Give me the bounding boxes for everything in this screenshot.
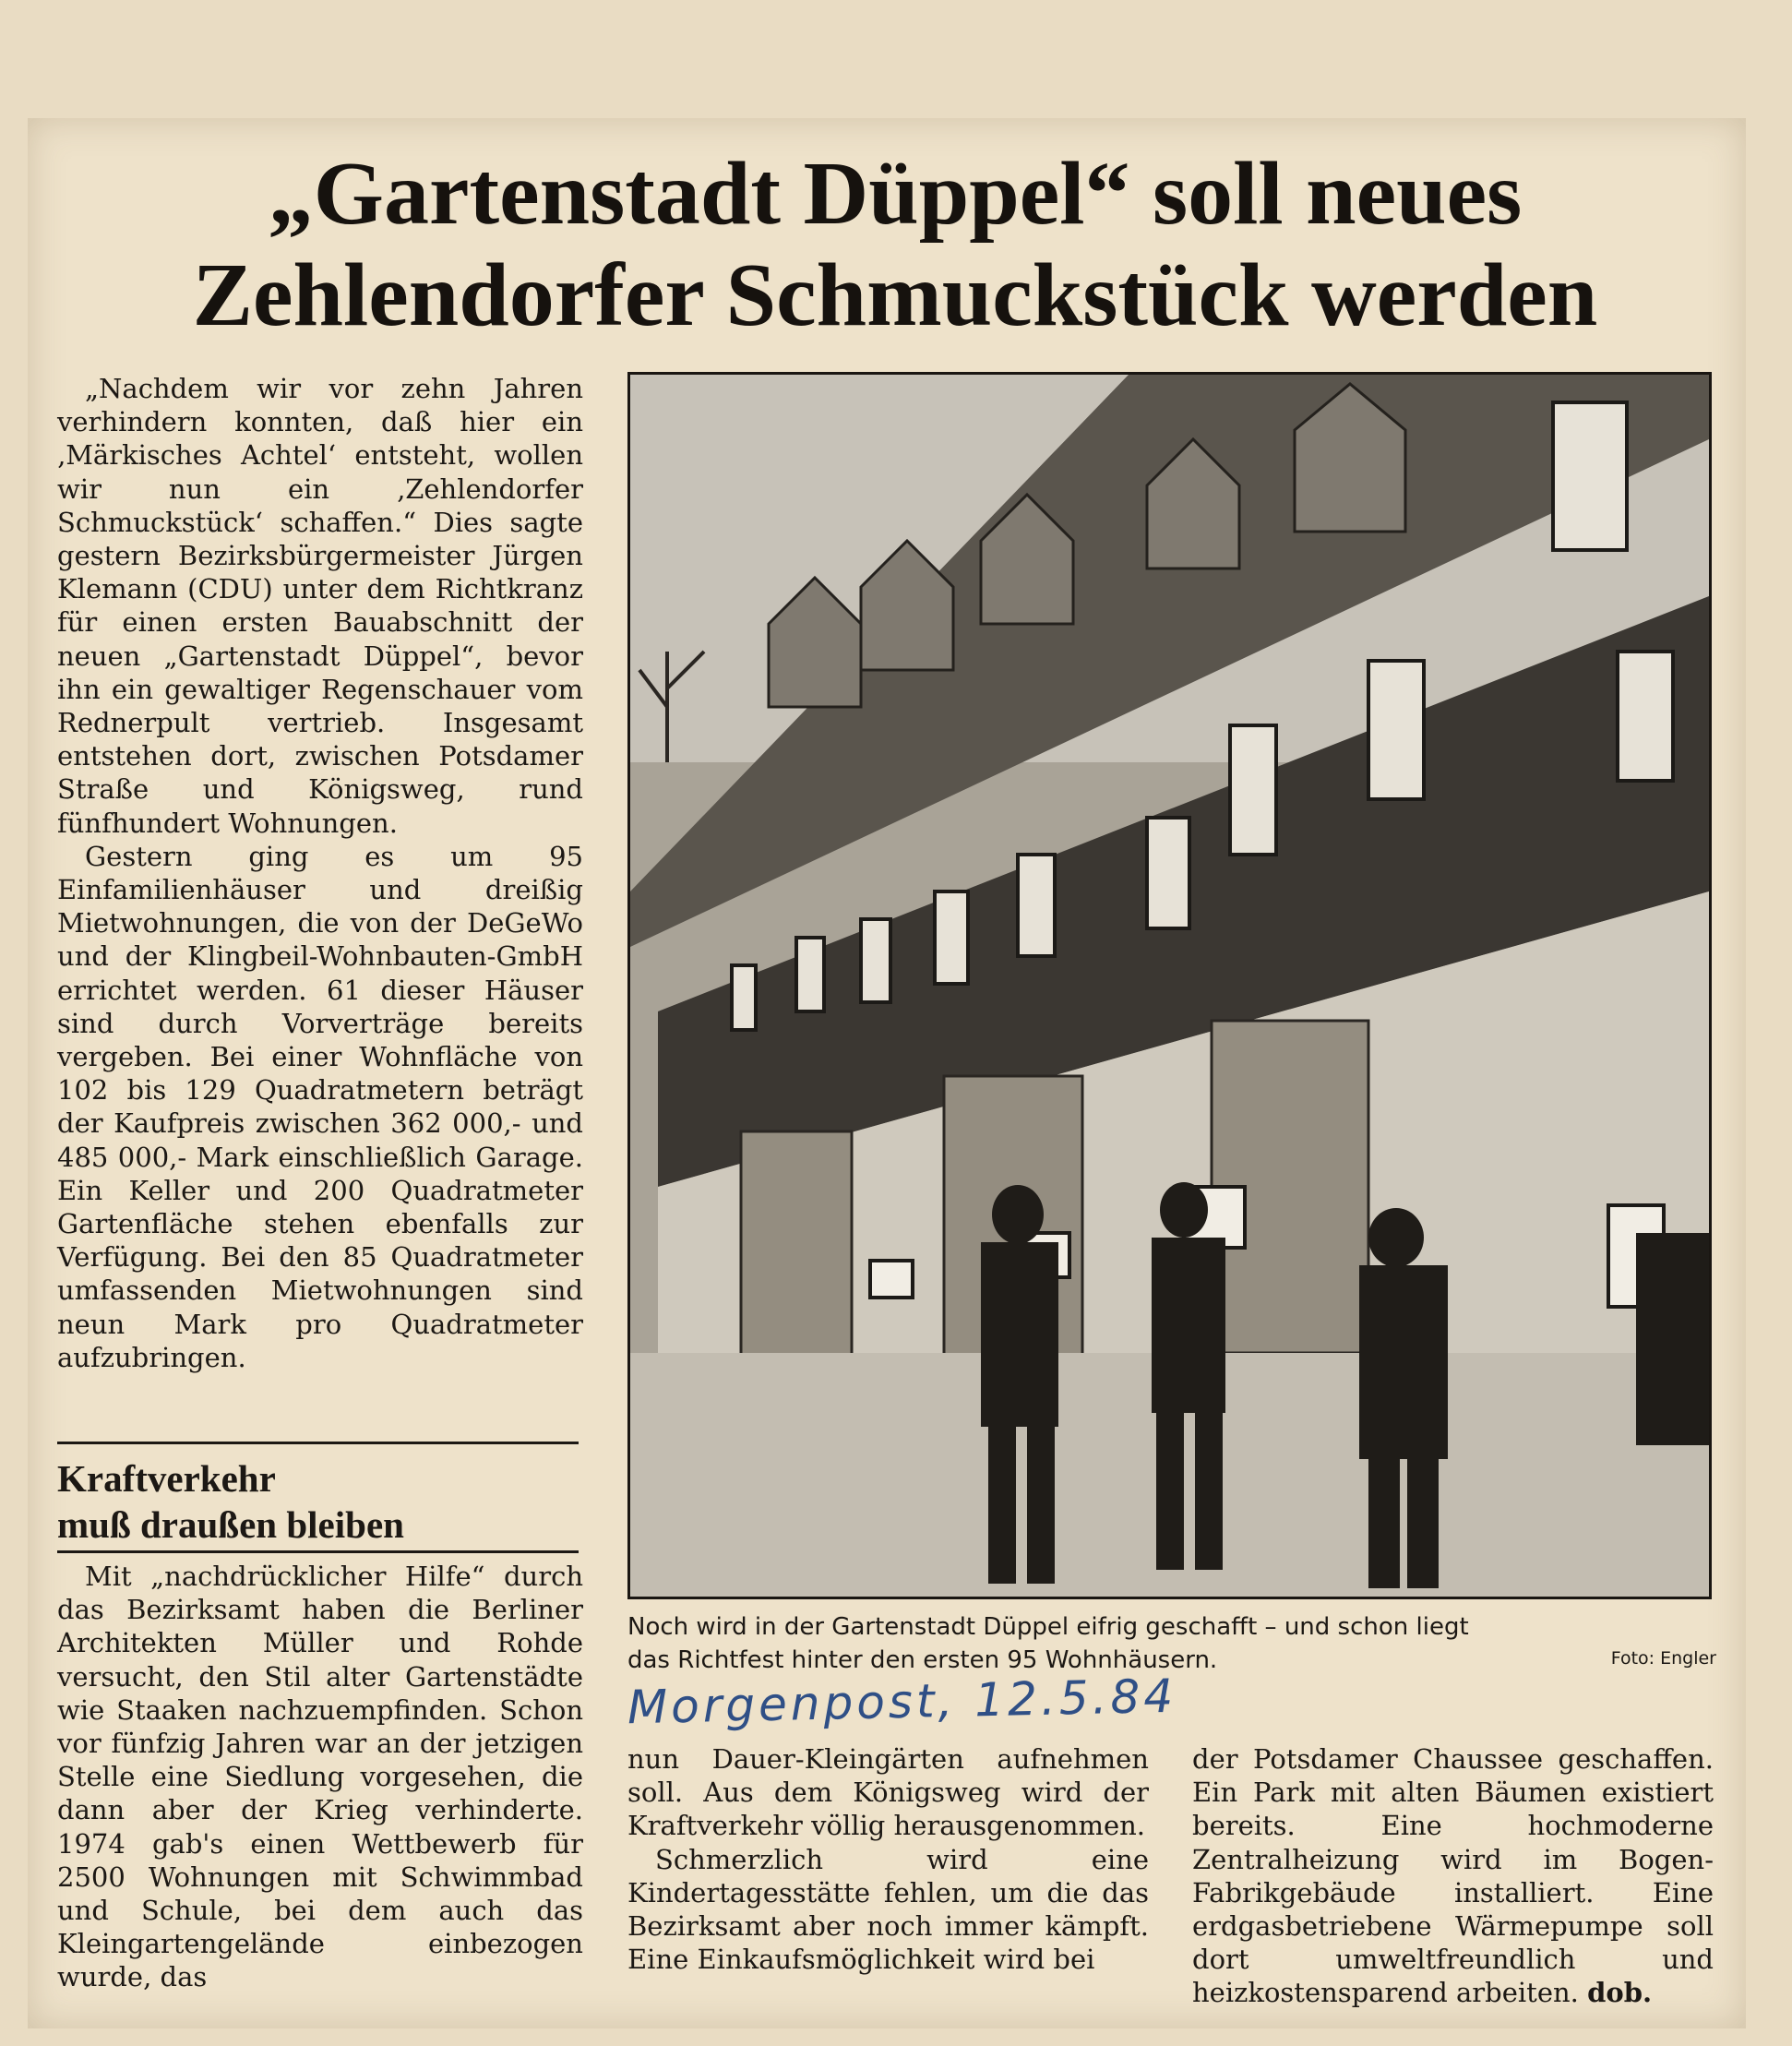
photo-caption [627, 1610, 1716, 1677]
subheading-line-2: muß draußen bleiben [57, 1503, 404, 1546]
news-photo [627, 372, 1712, 1599]
author-signature: dob. [1587, 1977, 1653, 2009]
divider-rule [57, 1442, 579, 1444]
photo-credit: Foto: Engler [1610, 1648, 1716, 1669]
headline-line-2: Zehlendorfer Schmuckstück werden [192, 245, 1598, 345]
article-column-right [1192, 1742, 1714, 2010]
article-column-left-bottom [57, 1560, 583, 1994]
paragraph: Gestern ging es um 95 Einfamilienhäuser und dreißig Mietwohnungen, die von der DeGeWo und der Klingbeil-Wohnbauten-GmbH errichtet werden. 61 dieser Häuser sind durch Vorverträge bereits vergeben. Bei einer Wohnfläche von 102 bis 129 Quadratmetern beträgt der Kaufpreis zwischen 362 000,- und 485 000,- Mark einschließlich Garage. Ein Keller und 200 Quadratmeter Gartenfläche stehen ebenfalls zur Verfügung. Bei den 85 Quadratmeter umfassenden Mietwohnungen sind neun Mark pro Quadratmeter aufzubringen. [57, 840, 583, 1373]
handwritten-source-note: Morgenpost, 12.5.84 [627, 1669, 1177, 1735]
caption-line-1: Noch wird in der Gartenstadt Düppel eifrig geschafft – und schon liegt [627, 1613, 1469, 1641]
headline-line-1: „Gartenstadt Düppel“ soll neues [268, 144, 1523, 244]
article-column-left-top [57, 372, 583, 1374]
row-houses-photo [630, 375, 1709, 1597]
subheading [57, 1455, 574, 1548]
caption-line-2: das Richtfest hinter den ersten 95 Wohnhäusern. [627, 1646, 1218, 1674]
article-column-middle [627, 1742, 1149, 1976]
paragraph: Mit „nachdrücklicher Hilfe“ durch das Bezirksamt haben die Berliner Architekten Müller und Rohde versucht, den Stil alter Gartenstädte wie Staaken nachzuempfinden. Schon vor fünfzig Jahren war an der jetzigen Stelle eine Siedlung vorgesehen, die dann aber der Krieg verhinderte. 1974 gab's einen Wettbewerb für 2500 Wohnungen mit Schwimmbad und Schule, bei dem auch das Kleingartengelände einbezogen wurde, das [57, 1561, 583, 1993]
paragraph [1192, 1742, 1714, 2010]
paragraph: nun Dauer-Kleingärten aufnehmen soll. Aus dem Königsweg wird der Kraftverkehr völlig herausgenommen. [627, 1743, 1149, 1842]
divider-rule [57, 1550, 579, 1553]
subheading-line-1: Kraftverkehr [57, 1457, 276, 1500]
headline [65, 143, 1726, 346]
paragraph: „Nachdem wir vor zehn Jahren verhindern konnten, daß hier ein ‚Märkisches Achtel‘ entsteht, wollen wir nun ein ‚Zehlendorfer Schmuckstück‘ schaffen.“ Dies sagte gestern Bezirksbürgermeister Jürgen Klemann (CDU) unter dem Richtkranz für einen ersten Bauabschnitt der neuen „Gartenstadt Düppel“, bevor ihn ein gewaltiger Regenschauer vom Rednerpult vertrieb. Insgesamt entstehen dort, zwischen Potsdamer Straße und Königsweg, rund fünfhundert Wohnungen. [57, 373, 583, 839]
paragraph-text: der Potsdamer Chaussee geschaffen. Ein Park mit alten Bäumen existiert bereits. Eine hochmoderne Zentralheizung wird im Bogen-Fabrikgebäude installiert. Eine erdgasbetriebene Wärmepumpe soll dort umweltfreundlich und heizkostensparend arbeiten. [1192, 1743, 1714, 2009]
paragraph: Schmerzlich wird eine Kindertagesstätte fehlen, um die das Bezirksamt aber noch immer kämpft. Eine Einkaufsmöglichkeit wird bei [627, 1843, 1149, 1976]
